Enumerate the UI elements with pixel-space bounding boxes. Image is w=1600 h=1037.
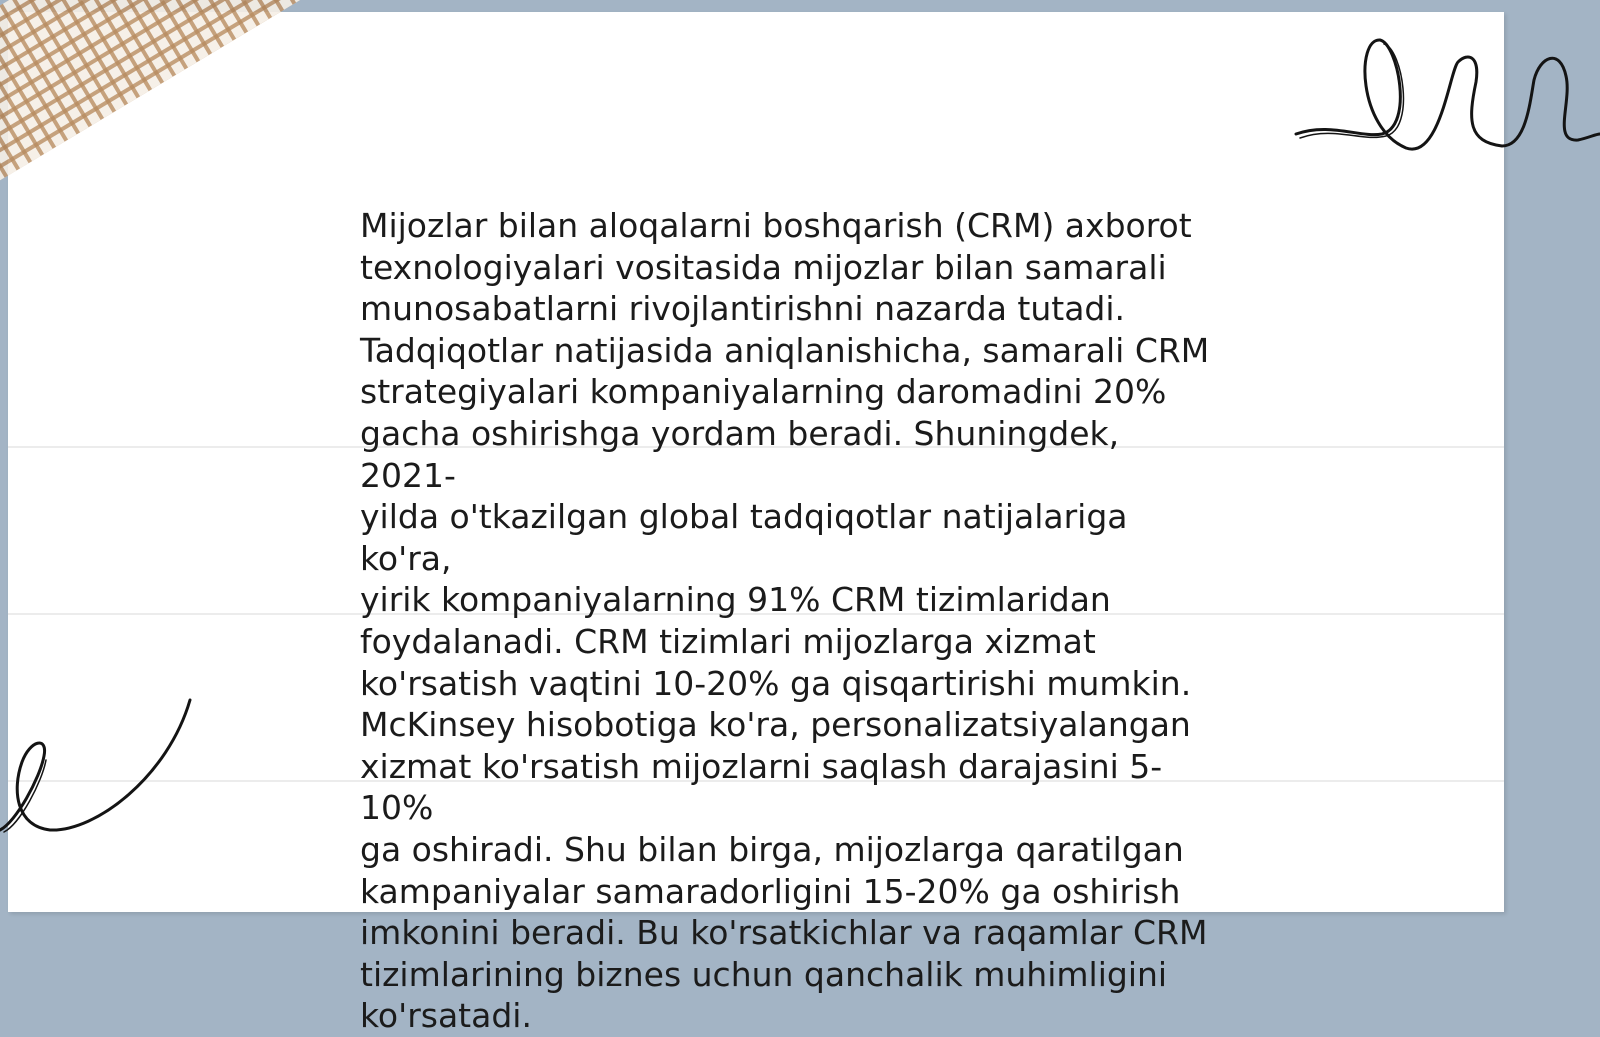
body-paragraph: Mijozlar bilan aloqalarni boshqarish (CRM) axborot texnologiyalari vositasida mijozlar bilan samarali munosabatlarni rivojlantirishni nazarda tutadi. Tadqiqotlar natijasida aniqlanishicha, samarali CRM strategiyalari kompaniyalarning daromadini 20% gacha oshirishga yordam beradi. Shuningdek, 2021- yilda o'tkazilgan global tadqiqotlar natijalariga ko'ra, yirik kompaniyalarning 91% CRM tizimlaridan foydalanadi. CRM tizimlari mijozlarga xizmat ko'rsatish vaqtini 10-20% ga qisqartirishi mumkin. McKinsey hisobotiga ko'ra, personalizatsiyalangan xizmat ko'rsatish mijozlarni saqlash darajasini 5-10% ga oshiradi. Shu bilan birga, mijozlarga qaratilgan kampaniyalar samaradorligini 15-20% ga oshirish imkonini beradi. Bu ko'rsatkichlar va raqamlar CRM tizimlarining biznes uchun qanchalik muhimligini ko'rsatadi.: [360, 206, 1210, 1036]
scribble-loops-icon: [1290, 30, 1600, 170]
scribble-check-icon: [0, 690, 210, 850]
